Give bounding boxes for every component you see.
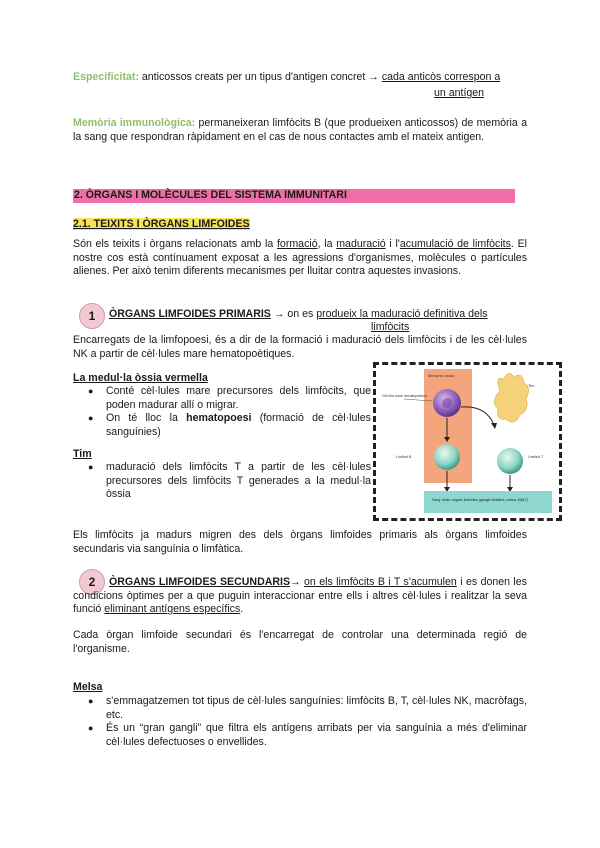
primary-arrow: → on es [273,308,314,320]
secondary-period: . [240,603,244,616]
tim-title: Tim [73,448,92,460]
memory-label: Memòria immunològica: [73,117,196,129]
secondary-title: ÒRGANS LIMFOIDES SECUNDARIS [109,576,291,588]
secondary-description: Cada òrgan limfoide secundari és l'encarregat de controlar una determinada regió de l'organisme. [73,629,527,655]
hematopoesi-term: hematopoesi [186,412,252,425]
specificity-link-2: un antígen [434,87,485,99]
secondary-link: on els limfòcits B i T s'acumulen [304,576,457,588]
memory-text: permaneixeran limfòcits B (que produeixen anticossos) de memòria a la sang que respondran ràpidament en el cas de nous contactes amb el mateix antigen. [73,117,527,143]
migration-paragraph: Els limfòcits ja madurs migren des dels òrgans limfoides primaris als òrgans limfoides secundaris via sanguínia o limfàtica. [73,529,527,555]
memory-paragraph [73,117,527,144]
t-label: Limfòcit T [528,455,544,459]
arrow-icon: → [368,71,379,83]
marrow-label: Medul·la òssia [428,373,454,378]
acumulacio-link: acumulació de limfòcits [399,238,511,250]
subsection-title: 2.1. TEIXITS I ÒRGANS LIMFOIDES [73,218,250,230]
secondary-text: i es donen les condicions òptimes per a que puguin interaccionar entre ells i altres cèl·lules i realitzar la seva funció [73,576,527,616]
number-badge-2: 2 [79,569,105,595]
thymus-icon [494,373,528,422]
stem-label: Cèl·lula mare hematopoètica [382,394,427,398]
medul-title: La medul·la òssia vermella [73,372,208,384]
b-label: Limfòcit B [396,455,412,459]
secondary-link-2: eliminant antígens específics [104,603,241,616]
output-panel [424,491,552,513]
formacio-link: formació [276,238,318,250]
primary-title: ÒRGANS LIMFOIDES PRIMARIS [109,308,271,320]
specificity-text: anticossos creats per un tipus d'antigen concret [141,71,366,83]
list-item: ● És un “gran gangli” que filtra els antígens arribats per via sanguínia a més d'eliminar cèl·lules defectuoses o envellides. [88,722,527,749]
list-item [88,412,371,439]
paragraph-text: Són els teixits i òrgans relacionats amb la [73,238,274,250]
paragraph-text: , la [317,238,333,250]
secondary-paragraph [73,576,527,617]
subsection-paragraph [73,238,527,279]
output-label: Sang, limfa i òrgans limfoides (ganglis limfàtics, melsa, MALT) [432,498,529,502]
primary-link: produeix la maduració definitiva dels [316,308,488,320]
specificity-link: cada anticòs correspon a [381,71,501,83]
section-heading [73,189,515,203]
specificity-label: Especificitat: [73,71,139,83]
subsection-heading [73,218,250,232]
lymphoid-figure [373,362,562,521]
medul-list [88,385,371,439]
list-item-text: On té lloc la [106,412,178,425]
list-item-text: (formació de cèl·lules sanguínies) [106,412,371,438]
section-title: 2. ÒRGANS I MOLÈCULES DEL SISTEMA IMMUNITARI [74,189,347,201]
specificity-line [73,71,533,85]
primary-description: Encarregats de la limfopoesi, és a dir de la formació i maduració dels limfòcits i de les cèl·lules NK a partir de cèl·lules mare hematopoètiques. [73,334,527,360]
list-item: ● Conté cèl·lules mare precursores dels limfòcits, que poden madurar allí o migrar. [88,385,371,412]
maduracio-link: maduració [336,238,386,250]
secondary-arrow: → [290,576,301,588]
melsa-title: Melsa [73,681,103,693]
paragraph-text: . El nostre cos està contínuament exposat a les agressions d'organismes, molècules o partícules alienes. Per això tenim diferents mecanismes per lluitar contra aquestes invasions. [73,238,527,278]
primary-link-2: limfòcits [371,321,410,333]
list-item: ● s'emmagatzemen tot tipus de cèl·lules sanguínies: limfòcits B, T, cèl·lules NK, macròfags, etc. [88,695,527,722]
primary-heading [109,308,519,322]
figure-drawing [376,365,559,518]
b-cell-icon [434,444,460,470]
list-item: ● maduració dels limfòcits T a partir de les cèl·lules precursores dels limfòcits T generades a la medul·la òssia [88,461,371,502]
thymus-label: Tim [528,383,535,388]
paragraph-text: i l' [389,238,400,250]
melsa-list [88,695,527,749]
tim-list [88,461,371,502]
number-badge-1: 1 [79,303,105,329]
t-cell-icon [497,448,523,474]
